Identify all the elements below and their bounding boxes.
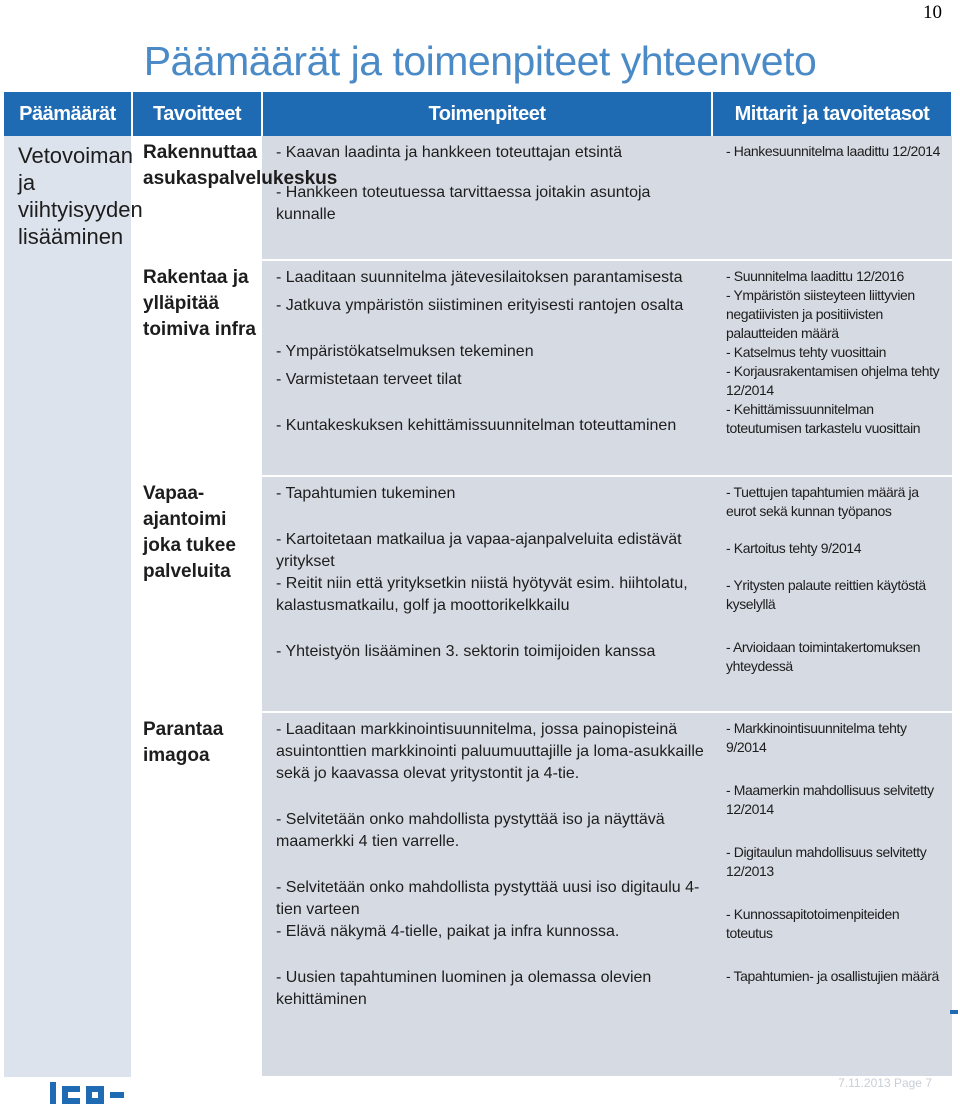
page-number: 10 [923, 2, 942, 23]
logo-icon [48, 1076, 168, 1106]
action-item: - Laaditaan suunnitelma jätevesilaitoksen parantamisesta [276, 269, 683, 286]
action-item: - Elävä näkymä 4-tielle, paikat ja infra kunnossa. [276, 923, 620, 940]
objective-text: Rakennuttaa asukaspalvelukeskus [143, 142, 338, 189]
metric-item: - Suunnitelma laadittu 12/2016 [726, 268, 904, 284]
metric-item: - Korjausrakentamisen ohjelma tehty 12/2014 [726, 363, 940, 398]
table-row [4, 712, 952, 1077]
metric-item: - Tapahtumien- ja osallistujien määrä [726, 968, 939, 984]
action-item: - Ympäristökatselmuksen tekeminen [276, 343, 534, 360]
action-item: - Varmistetaan terveet tilat [276, 371, 462, 388]
goal-cell [4, 136, 143, 1077]
metric-item: - Kehittämissuunnitelman toteutumisen tarkastelu vuosittain [726, 401, 921, 436]
metric-item: - Kartoitus tehty 9/2014 [726, 540, 862, 556]
edge-mark [950, 1010, 958, 1014]
table-row [4, 260, 952, 476]
metric-item: - Hankesuunnitelma laadittu 12/2014 [726, 143, 941, 159]
objective-cell [132, 712, 262, 1077]
header-actions: Toimenpiteet [262, 92, 712, 136]
actions-cell [262, 260, 712, 476]
action-item: - Kaavan laadinta ja hankkeen toteuttajan etsintä [276, 144, 623, 161]
header-goals: Päämäärät [4, 92, 132, 136]
action-item: - Uusien tapahtuminen luominen ja olemassa olevien kehittäminen [276, 969, 652, 1008]
objective-text: Rakentaa ja ylläpitää toimiva infra [143, 267, 256, 340]
metric-item: - Ympäristön siisteyteen liittyvien negatiivisten ja positiivisten palautteiden määrä [726, 287, 915, 341]
actions-cell [262, 712, 712, 1077]
metric-item: - Digitaulun mahdollisuus selvitetty 12/2013 [726, 844, 927, 879]
summary-table [4, 92, 953, 1078]
header-metrics: Mittarit ja tavoitetasot [712, 92, 952, 136]
metrics-cell [712, 136, 952, 260]
metric-item: - Arvioidaan toimintakertomuksen yhteydessä [726, 639, 921, 674]
actions-cell [262, 136, 712, 260]
objective-cell [132, 136, 338, 260]
metrics-cell [712, 260, 952, 476]
action-item: - Yhteistyön lisääminen 3. sektorin toimijoiden kanssa [276, 643, 656, 660]
action-item: - Selvitetään onko mahdollista pystyttää uusi iso digitaulu 4-tien varteen [276, 879, 700, 918]
action-item: - Jatkuva ympäristön siistiminen erityisesti rantojen osalta [276, 297, 684, 314]
table-header-row [4, 92, 952, 136]
goal-text: Vetovoiman ja viihtyisyyden lisääminen [18, 143, 143, 249]
metric-item: - Markkinointisuunnitelma tehty 9/2014 [726, 720, 907, 755]
metric-item: - Yritysten palaute reittien käytöstä kyselyllä [726, 577, 926, 612]
action-item: - Hankkeen toteutuessa tarvittaessa joitakin asuntoja kunnalle [276, 184, 651, 223]
metric-item: - Kunnossapitotoimenpiteiden toteutus [726, 906, 900, 941]
objective-text: Parantaa imagoa [143, 719, 224, 766]
metric-item: - Maamerkin mahdollisuus selvitetty 12/2014 [726, 782, 934, 817]
objective-text: Vapaa-ajantoimi joka tukee palveluita [143, 483, 236, 582]
metric-item: - Tuettujen tapahtumien määrä ja eurot sekä kunnan työpanos [726, 484, 919, 519]
metrics-cell [712, 476, 952, 712]
metric-item: - Katselmus tehty vuosittain [726, 344, 886, 360]
action-item: - Laaditaan markkinointisuunnitelma, jossa painopisteinä asuintonttien markkinointi paluumuuttajille ja loma-asukkaille sekä jo kaavassa olevat yritystontit ja 4-tie. [276, 721, 704, 782]
footer-date-page: 7.11.2013 Page 7 [838, 1076, 932, 1090]
action-item: - Tapahtumien tukeminen [276, 485, 456, 502]
action-item: - Selvitetään onko mahdollista pystyttää iso ja näyttävä maamerkki 4 tien varrelle. [276, 811, 665, 850]
objective-cell [132, 476, 262, 712]
page-title: Päämäärät ja toimenpiteet yhteenveto [143, 38, 817, 84]
table-row [4, 136, 952, 260]
metrics-cell [712, 712, 952, 1077]
table-row [4, 476, 952, 712]
action-item: - Kartoitetaan matkailua ja vapaa-ajanpalveluita edistävät yritykset [276, 531, 682, 570]
objective-cell [132, 260, 262, 476]
header-objectives: Tavoitteet [132, 92, 262, 136]
action-item: - Reitit niin että yrityksetkin niistä hyötyvät esim. hiihtolatu, kalastusmatkailu, golf ja moottorikelkkailu [276, 575, 688, 614]
action-item: - Kuntakeskuksen kehittämissuunnitelman toteuttaminen [276, 417, 677, 434]
actions-cell [262, 476, 712, 712]
